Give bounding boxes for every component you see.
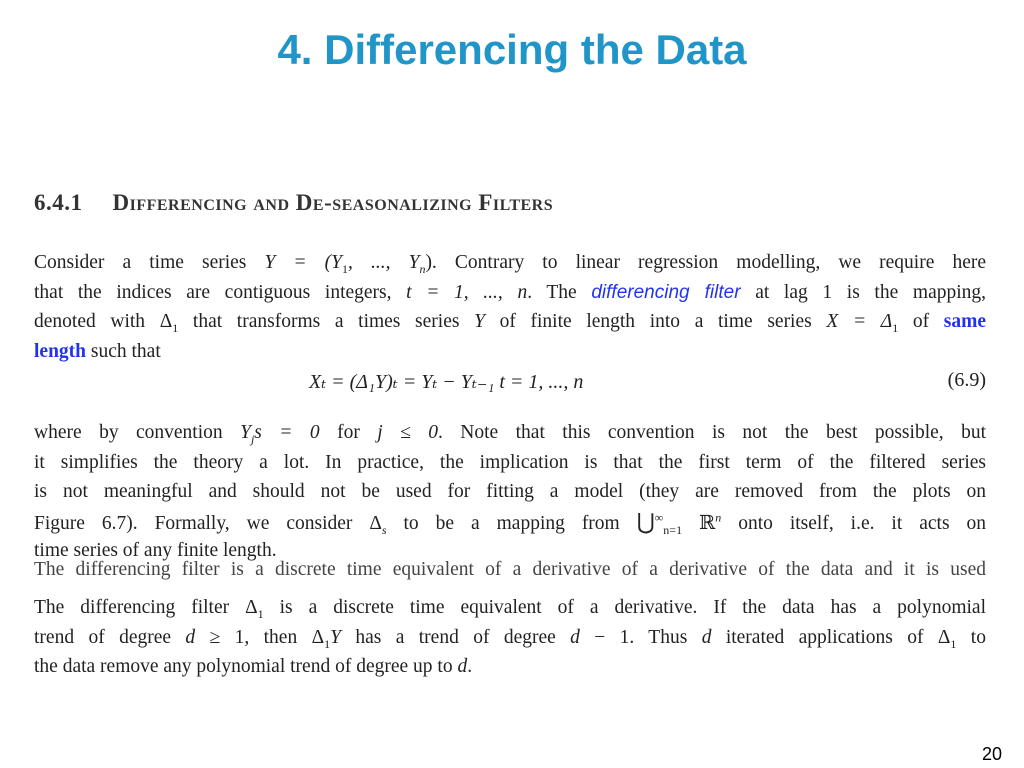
equation-expression: Xₜ = (Δ₁Y)ₜ = Yₜ − Yₜ₋₁ t = 1, ..., n [309,371,584,393]
paragraph-line: that the indices are contiguous integers, t = 1, ..., n. The differencing filter at lag 1 is the mapping, [34,281,987,303]
paragraph-line: The differencing filter $\Delta_1$ is a discrete time equivalent of a derivative. If the data has a polynomial [34,597,986,621]
paragraph-line: the data remove any polynomial trend of degree up to d. [34,656,473,677]
paragraph-line: trend of degree d ≥ 1, then $\Delta_1Y$ has a trend of degree d − 1. Thus d iterated applications of $\Delta_1$ to [34,626,986,651]
paragraph-line: it simplifies the theory a lot. In practice, the implication is that the first term of the filtered series [34,451,986,473]
paragraph-line: time series of any finite length. [34,540,277,561]
paragraph-line: Consider a time series $Y = (Y_1$, ..., $Y_n$). Contrary to linear regression modelling, we require here [34,252,987,276]
section-heading [34,190,553,216]
paragraph-line: length such that [34,340,161,362]
paragraph-line: is not meaningful and should not be used for fitting a model (they are removed from the plots on [34,481,986,502]
paragraph-derivative [34,593,986,682]
term-differencing-filter: differencing filter [591,281,741,303]
page-number: 20 [981,744,1002,764]
paragraph-intro [34,248,986,366]
equation-number: (6.9) [947,369,986,391]
paragraph-line: denoted with $\Delta_1$ that transforms a times series Y of finite length into a time series $X = \Delta_1$ of same [34,311,987,335]
term-same-length: same [943,311,987,332]
section-title: Differencing and De-seasonalizing Filters [112,190,554,215]
paragraph-line: where by convention $Y_js = 0$ for j ≤ 0. Note that this convention is not the best possible, but [34,422,986,446]
paragraph-convention [34,418,986,566]
equation-6-9 [34,369,986,399]
paragraph-line: Figure 6.7). Formally, we consider $\Delta_s$ to be a mapping from $⋃^\infty_{n=1}$ ℝ$^n$ onto itself, i.e. it acts on [34,508,986,537]
section-number: 6.4.1 [34,190,83,215]
cropped-text-line: The differencing filter is a discrete time equivalent of a derivative of a derivative of the data and it is used [34,559,986,580]
slide-title: 4. Differencing the Data [277,26,747,73]
